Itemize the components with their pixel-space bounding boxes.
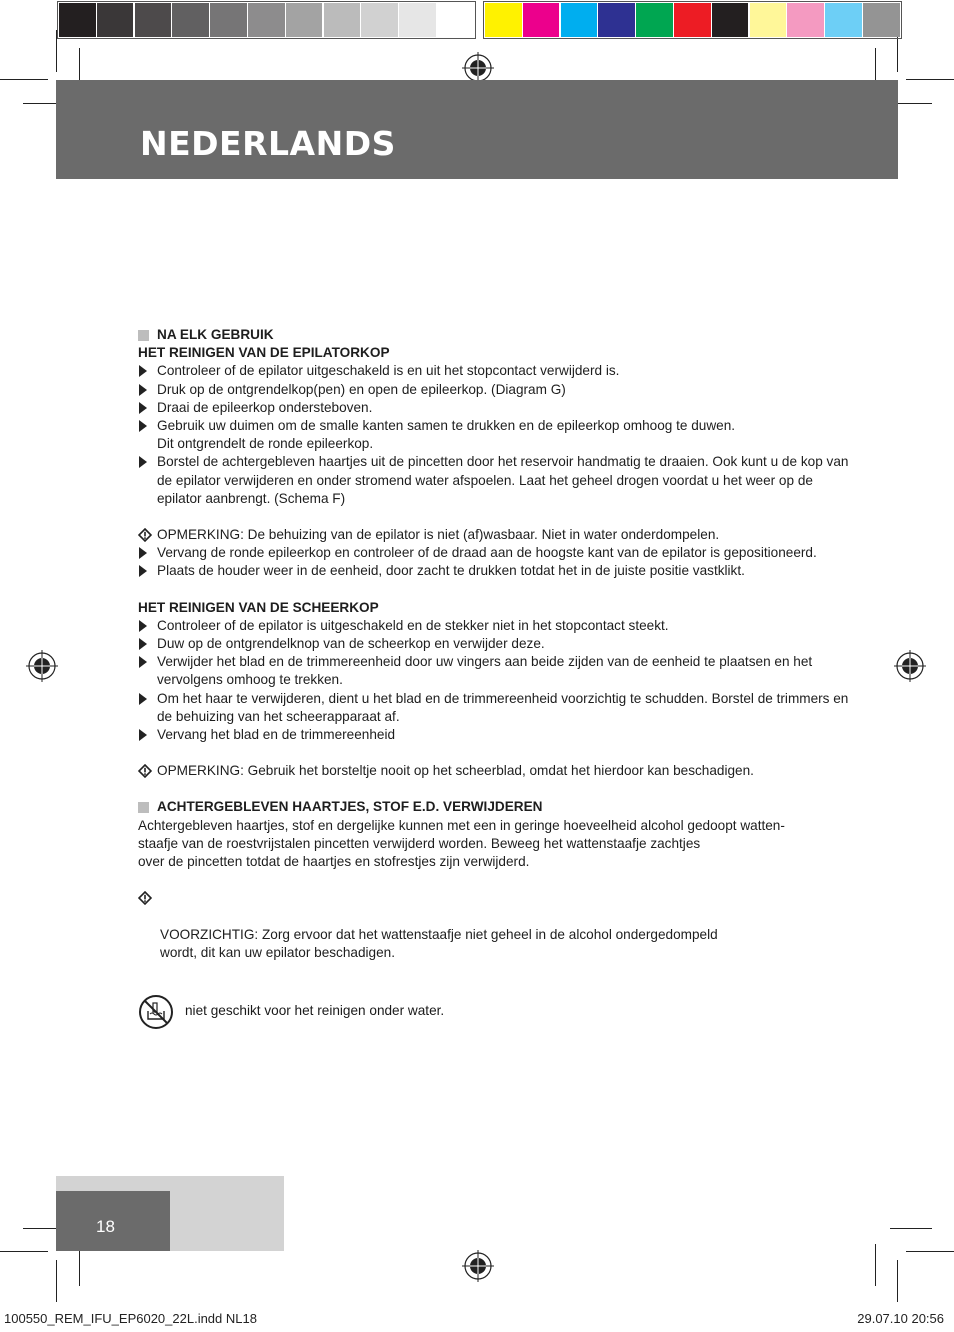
- color-swatch: [712, 3, 749, 37]
- page-number: 18: [96, 1217, 115, 1236]
- triangle-bullet-icon: [139, 456, 147, 468]
- list-item: Gebruik uw duimen om de smalle kanten samen te drukken en de epileerkop omhoog te duwen. Dit ontgrendelt de ronde epileerkop.: [138, 417, 858, 453]
- list-item: Verwijder het blad en de trimmereenheid door uw vingers aan beide zijden van de eenheid te plaatsen en het vervolgens omhoog te trekken.: [138, 653, 858, 689]
- crop-mark: [875, 1244, 876, 1286]
- square-bullet-icon: [138, 802, 149, 813]
- square-bullet-icon: [138, 330, 149, 341]
- warning-icon: [138, 764, 152, 778]
- steps-list: [138, 617, 858, 744]
- instructions-content: [138, 326, 858, 962]
- list-item: Om het haar te verwijderen, dient u het blad en de trimmereenheid voorzichtig te schudden. Borstel de trimmers en de behuizing van het scheerapparaat af.: [138, 690, 858, 726]
- warning-icon: [138, 528, 152, 542]
- color-swatch: [598, 3, 635, 37]
- gray-swatch: [172, 3, 209, 37]
- section-heading: ACHTERGEBLEVEN HAARTJES, STOF E.D. VERWIJDEREN: [138, 798, 858, 816]
- list-item: Duw op de ontgrendelknop van de scheerkop en verwijder deze.: [138, 635, 858, 653]
- list-item: Controleer of de epilator is uitgeschakeld en de stekker niet in het stopcontact steekt.: [138, 617, 858, 635]
- gray-swatch: [248, 3, 285, 37]
- triangle-bullet-icon: [139, 656, 147, 668]
- color-swatch: [485, 3, 522, 37]
- crop-mark: [906, 79, 954, 80]
- triangle-bullet-icon: [139, 547, 147, 559]
- triangle-bullet-icon: [139, 384, 147, 396]
- subheading-epilator-head: HET REINIGEN VAN DE EPILATORKOP: [138, 345, 390, 361]
- triangle-bullet-icon: [139, 565, 147, 577]
- gray-swatch: [399, 3, 436, 37]
- color-swatch: [825, 3, 862, 37]
- triangle-bullet-icon: [139, 402, 147, 414]
- crop-mark: [0, 1251, 48, 1252]
- color-swatch: [863, 3, 900, 37]
- page-number-tab: [56, 1191, 170, 1251]
- triangle-bullet-icon: [139, 638, 147, 650]
- list-item: Borstel de achtergebleven haartjes uit de pincetten door het reservoir handmatig te draaien. Ook kunt u de kop van de epilator verwijderen en onder stromend water afspoelen. Laat het geheel drogen voordat u het weer op de epilator aanbrengt. (Schema F): [138, 453, 858, 508]
- registration-mark-icon: [26, 650, 58, 682]
- list-item: Vervang de ronde epileerkop en controleer of de draad aan de hoogste kant van de epilator is gepositioneerd.: [138, 544, 858, 562]
- page-title: NEDERLANDS: [140, 124, 396, 163]
- not-washable-text: niet geschikt voor het reinigen onder water.: [185, 1003, 445, 1018]
- list-item: Plaats de houder weer in de eenheid, door zacht te drukken totdat het in de juiste positie vastklikt.: [138, 562, 858, 580]
- triangle-bullet-icon: [139, 420, 147, 432]
- gray-swatch: [286, 3, 323, 37]
- crop-mark: [56, 1260, 57, 1302]
- list-item: Vervang het blad en de trimmereenheid: [138, 726, 858, 744]
- crop-mark: [0, 79, 48, 80]
- triangle-bullet-icon: [139, 729, 147, 741]
- footer-date: 29.07.10 20:56: [857, 1311, 944, 1326]
- color-swatch: [636, 3, 673, 37]
- crop-mark: [906, 1251, 954, 1252]
- paragraph: Achtergebleven haartjes, stof en dergelijke kunnen met een in geringe hoeveelheid alcohol gedoopt watten- staafje van de roestvrijstalen pincetten verwijderd worden. Beweeg het wattenstaafje zachtjes over de pincetten totdat de haartjes en stofrestjes zijn verwijderd.: [138, 817, 785, 870]
- registration-mark-icon: [894, 650, 926, 682]
- steps-list: [138, 544, 858, 580]
- crop-mark: [890, 1228, 932, 1229]
- gray-swatch: [210, 3, 247, 37]
- page-tab-decor: [170, 1176, 284, 1251]
- note: OPMERKING: De behuizing van de epilator is niet (af)wasbaar. Niet in water onderdompelen.: [138, 526, 858, 544]
- color-swatch: [674, 3, 711, 37]
- caution: VOORZICHTIG: Zorg ervoor dat het wattenstaafje niet geheel in de alcohol ondergedompeld wordt, dit kan uw epilator beschadigen.: [138, 889, 858, 962]
- list-item: Controleer of de epilator uitgeschakeld is en uit het stopcontact verwijderd is.: [138, 362, 858, 380]
- footer-filename: 100550_REM_IFU_EP6020_22L.indd NL18: [4, 1311, 257, 1326]
- gray-swatch: [59, 3, 96, 37]
- warning-icon: [138, 891, 152, 905]
- color-swatch: [561, 3, 598, 37]
- not-washable-notice: [138, 994, 638, 1030]
- triangle-bullet-icon: [139, 693, 147, 705]
- section-heading: NA ELK GEBRUIK: [138, 326, 858, 344]
- registration-mark-icon: [462, 1250, 494, 1282]
- steps-list: [138, 362, 858, 508]
- gray-swatch: [324, 3, 361, 37]
- gray-swatch: [437, 3, 474, 37]
- language-header: [56, 80, 898, 179]
- list-item: Druk op de ontgrendelkop(pen) en open de epileerkop. (Diagram G): [138, 381, 858, 399]
- page-tab-decor: [56, 1176, 170, 1191]
- crop-mark: [897, 1260, 898, 1302]
- color-swatch: [750, 3, 787, 37]
- list-item: Draai de epileerkop ondersteboven.: [138, 399, 858, 417]
- note: OPMERKING: Gebruik het borsteltje nooit op het scheerblad, omdat het hierdoor kan beschadigen.: [138, 762, 858, 780]
- no-water-icon: [138, 994, 174, 1030]
- gray-swatch: [135, 3, 172, 37]
- gray-swatch: [97, 3, 134, 37]
- triangle-bullet-icon: [139, 620, 147, 632]
- triangle-bullet-icon: [139, 365, 147, 377]
- color-swatch: [523, 3, 560, 37]
- subheading-shaver-head: HET REINIGEN VAN DE SCHEERKOP: [138, 599, 379, 615]
- gray-swatch: [361, 3, 398, 37]
- color-swatch: [787, 3, 824, 37]
